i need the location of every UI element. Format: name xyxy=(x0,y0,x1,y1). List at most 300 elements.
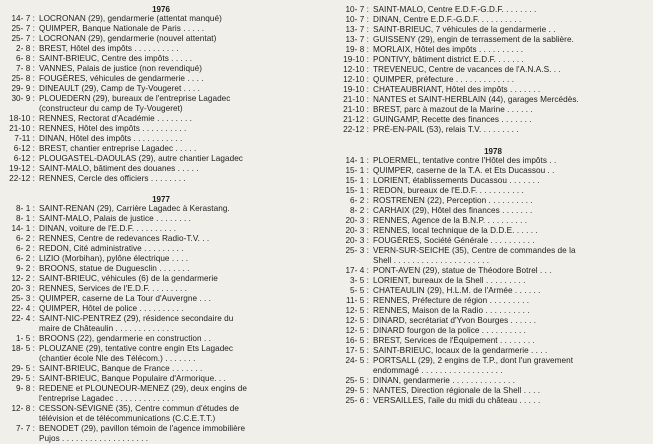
event-text: REDON, bureaux de l'E.D.F. . . . . . . . . . . xyxy=(373,186,524,195)
event-date: 14- 1 : xyxy=(11,224,35,233)
event-date: 11- 5 : xyxy=(346,296,369,305)
event-entry xyxy=(6,124,316,134)
event-text: QUIMPER, préfecture . . . . . . . . . . . . . xyxy=(373,75,515,84)
event-text-continued: télévision et de télécommunications (C.C.E.T.T.) xyxy=(39,414,216,423)
event-text: GUISSENY (29), engin de terrassement de la sablière. xyxy=(373,35,574,44)
event-description xyxy=(373,196,646,206)
event-text: BROONS, statue de Duguesclin . . . . . . . xyxy=(39,264,190,273)
event-date: 6-12 : xyxy=(13,144,35,153)
event-description xyxy=(39,254,316,264)
event-entry xyxy=(6,144,316,154)
event-entry xyxy=(340,246,646,266)
event-text: BREST, Hôtel des impôts . . . . . . . . . . xyxy=(39,44,179,53)
event-text: PRÉ-EN-PAIL (53), relais T.V. . . . . . . . . xyxy=(373,125,519,134)
event-entry xyxy=(340,25,646,35)
event-list-1977-continued xyxy=(340,5,646,135)
event-text: ROSTRENEN (22), Perception . . . . . . . . . . xyxy=(373,196,533,205)
event-text: TREVENEUC, Centre de vacances de l'A.N.A.S. . . xyxy=(373,65,561,74)
event-entry xyxy=(6,14,316,24)
event-description xyxy=(39,54,316,64)
event-date: 25- 3 : xyxy=(345,246,369,255)
event-description xyxy=(373,176,646,186)
event-entry xyxy=(6,364,316,374)
event-description xyxy=(373,75,646,85)
event-entry xyxy=(6,154,316,164)
event-date: 15- 1 : xyxy=(345,176,369,185)
event-description xyxy=(39,124,316,134)
event-description xyxy=(373,246,646,266)
event-date: 13- 7 : xyxy=(345,25,369,34)
event-entry xyxy=(6,254,316,264)
event-description xyxy=(39,144,316,154)
event-date: 19-12 : xyxy=(9,164,35,173)
event-date: 12- 2 : xyxy=(11,274,35,283)
event-text: FOUGÈRES, véhicules de gendarmerie . . . . xyxy=(39,74,204,83)
event-text-continued: (chantier école Nle des Télécom.) . . . . . . . xyxy=(39,354,196,363)
event-text: NANTES, Direction régionale de la Shell . . . . xyxy=(373,386,541,395)
event-date: 19- 8 : xyxy=(345,45,369,54)
event-text: NANTES et SAINT-HERBLAIN (44), garages Mercédès. xyxy=(373,95,579,104)
event-description xyxy=(373,35,646,45)
event-description xyxy=(373,65,646,75)
event-date: 8- 1 : xyxy=(16,214,35,223)
event-description xyxy=(39,274,316,284)
year-heading: 1977 xyxy=(152,195,170,204)
event-description xyxy=(39,224,316,234)
event-description xyxy=(39,374,316,384)
event-date: 22-12 : xyxy=(9,174,35,183)
event-description xyxy=(39,14,316,24)
event-entry xyxy=(6,204,316,214)
event-description xyxy=(39,64,316,74)
event-entry xyxy=(6,74,316,84)
event-entry xyxy=(6,214,316,224)
event-entry xyxy=(340,85,646,95)
event-entry xyxy=(340,65,646,75)
event-date: 9- 2 : xyxy=(16,264,35,273)
event-text: SAINT-MALO, Centre E.D.F.-G.D.F. . . . . . . . xyxy=(373,5,537,14)
event-description xyxy=(373,376,646,386)
event-description xyxy=(373,5,646,15)
event-date: 12- 5 : xyxy=(345,316,369,325)
event-date: 6- 2 : xyxy=(16,244,35,253)
event-text: PORTSALL (29), 2 engins de T.P., dont l'un gravement xyxy=(373,356,574,365)
event-description xyxy=(373,336,646,346)
event-entry xyxy=(340,55,646,65)
event-text: PONTIVY, bâtiment district E.D.F. . . . . . . xyxy=(373,55,524,64)
event-entry xyxy=(6,24,316,34)
event-entry xyxy=(340,95,646,105)
event-date: 19-10 : xyxy=(343,85,369,94)
event-text: LORIENT, établissements Ducassou . . . . . . . xyxy=(373,176,540,185)
event-date: 25- 8 : xyxy=(11,74,35,83)
event-text: SAINT-BRIEUC, Centre des impôts . . . . . xyxy=(39,54,193,63)
event-description xyxy=(373,206,646,216)
event-date: 15- 1 : xyxy=(345,186,369,195)
event-text-continued: maire de Châteaulin . . . . . . . . . . . . . xyxy=(39,324,174,333)
event-date: 16- 5 : xyxy=(345,336,369,345)
event-text: REDON, Cité administrative . . . . . . . . . xyxy=(39,244,184,253)
event-entry xyxy=(6,334,316,344)
event-entry xyxy=(340,176,646,186)
event-entry xyxy=(6,294,316,304)
event-date: 10- 7 : xyxy=(345,5,369,14)
event-text: RENNES, Cercle des officiers . . . . . . . . xyxy=(39,174,186,183)
event-entry xyxy=(340,35,646,45)
event-date: 20- 3 : xyxy=(345,226,369,235)
event-entry xyxy=(340,105,646,115)
event-description xyxy=(373,396,646,406)
event-entry xyxy=(6,424,316,444)
event-entry xyxy=(6,174,316,184)
event-description xyxy=(39,134,316,144)
event-text: VERSAILLES, l'aile du midi du château . . . . . xyxy=(373,396,541,405)
event-entry xyxy=(340,45,646,55)
event-entry xyxy=(340,186,646,196)
event-description xyxy=(39,24,316,34)
event-date: 25- 3 : xyxy=(11,294,35,303)
event-text: SAINT-BRIEUC, Banque de France . . . . . . . xyxy=(39,364,203,373)
event-text: PONT-AVEN (29), statue de Théodore Botrel . . . xyxy=(373,266,552,275)
event-description xyxy=(373,115,646,125)
event-date: 20- 3 : xyxy=(345,236,369,245)
event-text: SAINT-MALO, bâtiment des douanes . . . . . xyxy=(39,164,199,173)
event-date: 21-12 : xyxy=(343,115,369,124)
event-description xyxy=(373,45,646,55)
event-date: 21-10 : xyxy=(9,124,35,133)
event-text: RENNES, Rectorat d'Académie . . . . . . . . xyxy=(39,114,192,123)
event-text: SAINT-NIC-PENTREZ (29), résidence secondaire du xyxy=(39,314,234,323)
event-date: 1- 5 : xyxy=(16,334,35,343)
event-description xyxy=(373,166,646,176)
event-entry xyxy=(6,244,316,254)
event-date: 18-10 : xyxy=(9,114,35,123)
event-description xyxy=(373,216,646,226)
event-text: DINAN, gendarmerie . . . . . . . . . . . . . . xyxy=(373,376,515,385)
event-text: PLOUZANE (29), tentative contre engin Ets Lagadec xyxy=(39,344,234,353)
event-description xyxy=(39,364,316,374)
event-date: 14- 7 : xyxy=(11,14,35,23)
event-text: REDENE et PLOUNEOUR-MENEZ (29), deux engins de xyxy=(39,384,247,393)
event-description xyxy=(39,174,316,184)
event-entry xyxy=(340,196,646,206)
event-text-continued: l'entreprise Lagadec . . . . . . . . . . . . . xyxy=(39,394,174,403)
event-description xyxy=(373,276,646,286)
event-text: LOCRONAN (29), gendarmerie (nouvel attentat) xyxy=(39,34,217,43)
event-date: 22-12 : xyxy=(343,125,369,134)
event-text: BREST, parc à mazout de la Marine . . . . . . xyxy=(373,105,533,114)
event-text: DINAN, Hôtel des impôts . . . . . . . . . . . xyxy=(39,134,183,143)
event-text: DINARD, secrétariat d'Yvon Bourges . . . . . . xyxy=(373,316,537,325)
event-description xyxy=(39,94,316,114)
event-text: LOCRONAN (29), gendarmerie (attentat manqué) xyxy=(39,14,222,23)
event-text: SAINT-BRIEUC, véhicules (6) de la gendarmerie xyxy=(39,274,218,283)
event-description xyxy=(39,84,316,94)
event-description xyxy=(373,156,646,166)
event-date: 15- 1 : xyxy=(345,166,369,175)
event-entry xyxy=(6,284,316,294)
event-date: 6-12 : xyxy=(13,154,35,163)
event-description xyxy=(373,266,646,276)
event-description xyxy=(373,125,646,135)
event-date: 20- 3 : xyxy=(11,284,35,293)
event-description xyxy=(39,404,316,424)
event-entry xyxy=(6,164,316,174)
event-description xyxy=(373,25,646,35)
event-date: 25- 5 : xyxy=(345,376,369,385)
event-text: RENNES, Maison de la Radio . . . . . . . . . . xyxy=(373,306,530,315)
left-column xyxy=(6,5,316,444)
event-entry xyxy=(340,75,646,85)
event-date: 2- 8 : xyxy=(16,44,35,53)
event-list-1977 xyxy=(6,204,316,444)
event-description xyxy=(373,186,646,196)
event-text: DINAN, Centre E.D.F.-G.D.F. . . . . . . . . . xyxy=(373,15,522,24)
event-date: 12-10 : xyxy=(343,65,369,74)
event-entry xyxy=(340,296,646,306)
event-description xyxy=(373,306,646,316)
event-date: 5- 5 : xyxy=(350,286,369,295)
event-date: 17- 4 : xyxy=(345,266,369,275)
event-entry xyxy=(340,356,646,376)
event-text: VANNES, Palais de justice (non revendiqué) xyxy=(39,64,203,73)
event-entry xyxy=(340,346,646,356)
event-date: 29- 5 : xyxy=(11,364,35,373)
event-description xyxy=(373,346,646,356)
event-date: 13- 7 : xyxy=(345,35,369,44)
event-text: PLOUGASTEL-DAOULAS (29), autre chantier Lagadec xyxy=(39,154,243,163)
event-entry xyxy=(340,5,646,15)
event-entry xyxy=(6,114,316,124)
event-text: QUIMPER, Hôtel de police . . . . . . . . . . xyxy=(39,304,184,313)
event-description xyxy=(39,314,316,334)
event-text: FOUGÈRES, Société Générale . . . . . . . . . . xyxy=(373,236,535,245)
event-description xyxy=(39,234,316,244)
event-entry xyxy=(340,125,646,135)
event-description xyxy=(373,236,646,246)
event-date: 6- 8 : xyxy=(16,54,35,63)
event-description xyxy=(373,55,646,65)
event-entry xyxy=(340,206,646,216)
event-description xyxy=(373,286,646,296)
event-text: DINAN, voiture de l'E.D.F. . . . . . . . . . xyxy=(39,224,177,233)
event-text: BENODET (29), pavillon témoin de l'agence immobilière xyxy=(39,424,246,433)
event-description xyxy=(39,34,316,44)
event-description xyxy=(39,244,316,254)
event-text: QUIMPER, caserne de la T.A. et Ets Ducassou . . xyxy=(373,166,555,175)
event-date: 29- 5 : xyxy=(345,386,369,395)
event-entry xyxy=(340,376,646,386)
event-date: 19-10 : xyxy=(343,55,369,64)
event-description xyxy=(39,384,316,404)
event-entry xyxy=(340,316,646,326)
event-entry xyxy=(340,236,646,246)
event-entry xyxy=(6,374,316,384)
event-entry xyxy=(6,404,316,424)
event-entry xyxy=(340,276,646,286)
event-description xyxy=(39,214,316,224)
event-date: 18- 5 : xyxy=(11,344,35,353)
event-entry xyxy=(340,386,646,396)
event-date: 9- 8 : xyxy=(16,384,35,393)
event-date: 25- 6 : xyxy=(345,396,369,405)
event-text: SAINT-BRIEUC, 7 véhicules de la gendarmerie . . xyxy=(373,25,556,34)
event-text: DINARD fourgon de la police . . . . . . . . . . xyxy=(373,326,526,335)
event-text-continued: endommagé . . . . . . . . . . . . . . . . . . xyxy=(373,366,503,375)
event-text: LIZIO (Morbihan), pylône électrique . . . . xyxy=(39,254,189,263)
event-date: 12- 5 : xyxy=(345,306,369,315)
event-description xyxy=(373,326,646,336)
event-description xyxy=(39,344,316,364)
event-entry xyxy=(340,266,646,276)
event-entry xyxy=(6,304,316,314)
event-date: 29- 5 : xyxy=(11,374,35,383)
event-text: QUIMPER, caserne de La Tour d'Auvergne . . . xyxy=(39,294,211,303)
event-text: VERN-SUR-SEICHE (35), Centre de commandes de la xyxy=(373,246,576,255)
event-text: CHATEAUBRIANT, Hôtel des impôts . . . . . . . xyxy=(373,85,541,94)
event-date: 30- 9 : xyxy=(11,94,35,103)
event-description xyxy=(39,424,316,444)
event-date: 29- 9 : xyxy=(11,84,35,93)
event-date: 8- 1 : xyxy=(16,204,35,213)
event-text-continued: Pujos . . . . . . . . . . . . . . . . . . . xyxy=(39,434,149,443)
event-description xyxy=(39,204,316,214)
event-date: 10- 7 : xyxy=(345,15,369,24)
event-entry xyxy=(340,15,646,25)
event-text: MORLAIX, Hôtel des impôts . . . . . . . . . . xyxy=(373,45,524,54)
event-entry xyxy=(6,314,316,334)
event-entry xyxy=(6,44,316,54)
event-entry xyxy=(6,84,316,94)
event-text: PLOUEDERN (29), bureaux de l'entreprise Lagadec xyxy=(39,94,231,103)
event-description xyxy=(39,264,316,274)
event-description xyxy=(39,164,316,174)
event-description xyxy=(373,95,646,105)
event-text: DINEAULT (29), Camp de Ty-Vougeret . . . . xyxy=(39,84,200,93)
event-entry xyxy=(340,115,646,125)
event-entry xyxy=(6,34,316,44)
event-date: 6- 2 : xyxy=(16,234,35,243)
event-entry xyxy=(6,344,316,364)
year-heading: 1978 xyxy=(484,147,502,156)
event-date: 20- 3 : xyxy=(345,216,369,225)
event-date: 6- 2 : xyxy=(350,196,369,205)
event-description xyxy=(373,356,646,376)
event-entry xyxy=(6,274,316,284)
event-description xyxy=(39,44,316,54)
event-text: SAINT-BRIEUC, Banque Populaire d'Armorique. . . xyxy=(39,374,226,383)
event-text: QUIMPER, Banque Nationale de Paris . . . . . xyxy=(39,24,205,33)
event-entry xyxy=(6,224,316,234)
event-entry xyxy=(340,306,646,316)
event-entry xyxy=(340,226,646,236)
event-date: 8- 2 : xyxy=(350,206,369,215)
event-text: RENNES, Centre de redevances Radio-T.V. . . xyxy=(39,234,210,243)
event-description xyxy=(39,114,316,124)
event-text: RENNES, Préfecture de région . . . . . . . . . xyxy=(373,296,530,305)
event-date: 12- 8 : xyxy=(11,404,35,413)
event-date: 12- 5 : xyxy=(345,326,369,335)
event-entry xyxy=(6,64,316,74)
event-date: 17- 5 : xyxy=(345,346,369,355)
event-entry xyxy=(340,336,646,346)
event-entry xyxy=(6,54,316,64)
event-date: 12-10 : xyxy=(343,75,369,84)
event-entry xyxy=(6,134,316,144)
event-text: RENNES, Agence de la B.N.P. . . . . . . . . . xyxy=(373,216,528,225)
event-description xyxy=(373,296,646,306)
event-text: BROONS (22), gendarmerie en construction . . xyxy=(39,334,211,343)
event-description xyxy=(373,316,646,326)
event-entry xyxy=(340,396,646,406)
event-date: 14- 1 : xyxy=(345,156,369,165)
event-description xyxy=(373,85,646,95)
event-description xyxy=(39,294,316,304)
event-description xyxy=(39,334,316,344)
event-date: 6- 2 : xyxy=(16,254,35,263)
event-date: 22- 4 : xyxy=(11,304,35,313)
event-date: 7-11 : xyxy=(14,134,35,143)
event-entry xyxy=(340,216,646,226)
event-date: 7- 7 : xyxy=(16,424,35,433)
event-text: SAINT-BRIEUC, locaux de la gendarmerie . . . . xyxy=(373,346,548,355)
right-column xyxy=(340,5,646,406)
event-entry xyxy=(6,234,316,244)
event-date: 21-10 : xyxy=(343,105,369,114)
event-entry xyxy=(340,326,646,336)
event-text: SAINT-MALO, Palais de justice . . . . . . . . xyxy=(39,214,191,223)
event-text: GUINGAMP, Recette des finances . . . . . . . xyxy=(373,115,532,124)
event-description xyxy=(39,284,316,294)
event-date: 21-10 : xyxy=(343,95,369,104)
event-date: 7- 8 : xyxy=(16,64,35,73)
event-list-1978 xyxy=(340,156,646,406)
event-entry xyxy=(6,264,316,274)
event-entry xyxy=(340,166,646,176)
event-text: PLOERMEL, tentative contre l'Hôtel des impôts . . xyxy=(373,156,557,165)
event-description xyxy=(373,105,646,115)
event-text: CARHAIX (29), Hôtel des finances . . . . . . . xyxy=(373,206,533,215)
event-description xyxy=(373,15,646,25)
event-text: RENNES, Hôtel des impôts . . . . . . . . . . xyxy=(39,124,187,133)
event-text: SAINT-RENAN (29), Carrière Lagadec à Kerastang. xyxy=(39,204,230,213)
event-text-continued: (constructeur du camp de Ty-Vougeret) xyxy=(39,104,183,113)
event-description xyxy=(39,304,316,314)
event-description xyxy=(39,154,316,164)
event-entry xyxy=(6,94,316,114)
event-list-1976 xyxy=(6,14,316,184)
event-text: CHATEAULIN (29), H.L.M. de l'Armée . . . . . . xyxy=(373,286,541,295)
event-entry xyxy=(6,384,316,404)
event-description xyxy=(39,74,316,84)
event-date: 22- 4 : xyxy=(11,314,35,323)
event-description xyxy=(373,386,646,396)
event-text: RENNES, local technique de la D.D.E. . . . . . xyxy=(373,226,538,235)
event-text: RENNES, Services de l'E.D.F. . . . . . . . . xyxy=(39,284,187,293)
event-date: 3- 5 : xyxy=(350,276,369,285)
event-text: CESSON-SÉVIGNÉ (35), Centre commun d'études de xyxy=(39,404,239,413)
event-text: LORIENT, bureaux de la Shell . . . . . . . . . xyxy=(373,276,526,285)
event-text: BREST, Services de l'Équipement . . . . . . . . xyxy=(373,336,535,345)
event-date: 25- 7 : xyxy=(11,24,35,33)
event-date: 24- 5 : xyxy=(345,356,369,365)
event-text-continued: Shell . . . . . . . . . . . . . . . . . . . . . xyxy=(373,256,490,265)
event-text: BREST, chantier entreprise Lagadec . . . . . xyxy=(39,144,197,153)
event-entry xyxy=(340,286,646,296)
event-description xyxy=(373,226,646,236)
event-date: 25- 7 : xyxy=(11,34,35,43)
year-heading: 1976 xyxy=(152,5,170,14)
